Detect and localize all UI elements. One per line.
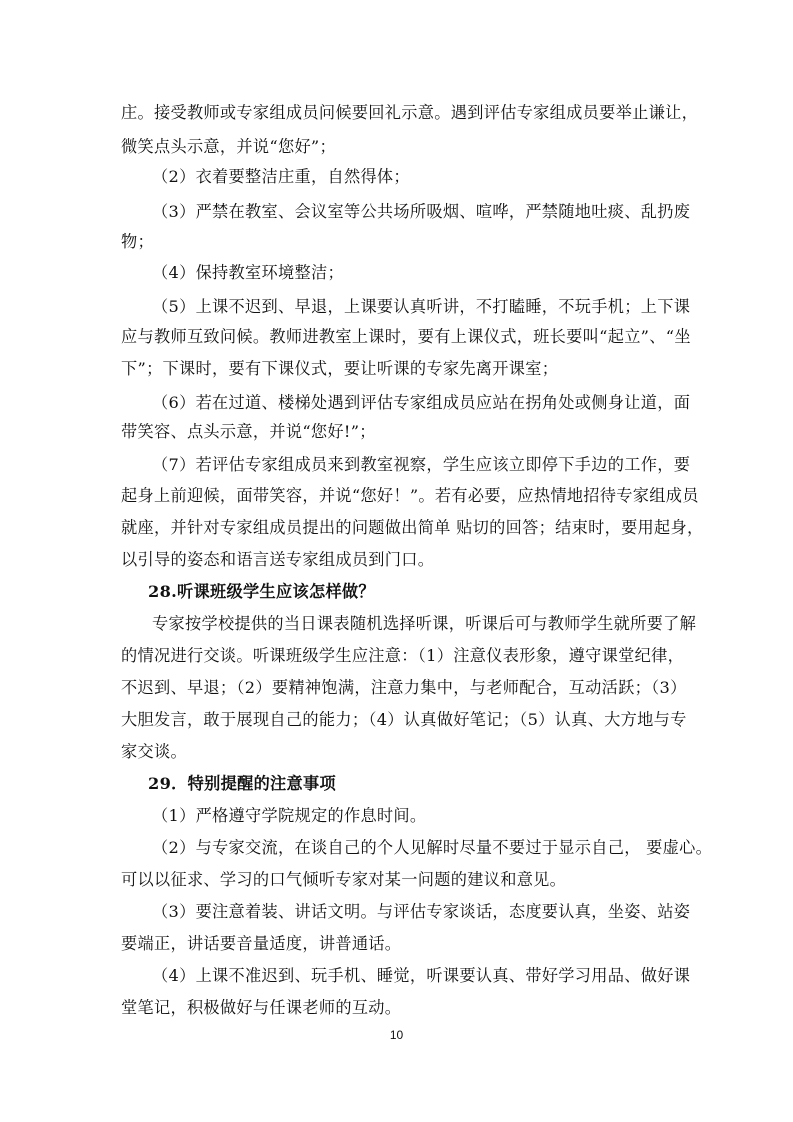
list-item: （6）若在过道、楼梯处遇到评估专家组成员应站在拐角处或侧身让道，面 xyxy=(152,393,691,412)
text-line: 物； xyxy=(121,232,154,251)
text-line: 庄。接受教师或专家组成员问候要回礼示意。遇到评估专家组成员要举止谦让， xyxy=(121,103,699,122)
list-item: （2）与专家交流，在谈自己的个人见解时尽量不要过于显示自己， 要虚心。 xyxy=(152,838,713,857)
text-line: 要端正，讲话要音量适度，讲普通话。 xyxy=(121,934,402,953)
text-line: 专家按学校提供的当日课表随机选择听课，听课后可与教师学生就所要了解 xyxy=(152,614,697,633)
list-item: （4）保持教室环境整洁； xyxy=(152,263,344,282)
list-item: （1）严格遵守学院规定的作息时间。 xyxy=(152,806,427,825)
section-heading-28: 28.听课班级学生应该怎样做？ xyxy=(148,582,375,601)
text-line: 以引导的姿态和语言送专家组成员到门口。 xyxy=(121,550,435,569)
list-item: （3）要注意着装、讲话文明。与评估专家谈话，态度要认真，坐姿、站姿 xyxy=(152,902,691,921)
text-line: 应与教师互致问候。教师进教室上课时，要有上课仪式，班长要叫“起立”、“坐 xyxy=(121,327,691,346)
text-line: 可以以征求、学习的口气倾听专家对某一问题的建议和意见。 xyxy=(121,870,567,889)
list-item: （2）衣着要整洁庄重，自然得体； xyxy=(152,167,410,186)
text-line: 微笑点头示意，并说“您好”； xyxy=(121,137,336,156)
list-item: （5）上课不迟到、早退，上课要认真听讲，不打瞌睡，不玩手机；上下课 xyxy=(152,297,691,316)
text-line: 家交谈。 xyxy=(121,742,187,761)
section-heading-29: 29．特别提醒的注意事项 xyxy=(148,774,337,793)
page-number: 10 xyxy=(389,1028,404,1042)
list-item: （7）若评估专家组成员来到教室视察，学生应该立即停下手边的工作，要 xyxy=(152,455,691,474)
text-line: 下”；下课时，要有下课仪式，要让听课的专家先离开课室； xyxy=(121,359,559,378)
list-item: （4）上课不准迟到、玩手机、睡觉，听课要认真、带好学习用品、做好课 xyxy=(152,966,691,985)
text-line: 堂笔记，积极做好与任课老师的互动。 xyxy=(121,998,402,1017)
list-item: （3）严禁在教室、会议室等公共场所吸烟、喧哗，严禁随地吐痰、乱扔废 xyxy=(152,202,691,221)
text-line: 的情况进行交谈。听课班级学生应注意：（1）注意仪表形象，遵守课堂纪律， xyxy=(121,646,685,665)
text-line: 起身上前迎候，面带笑容，并说“您好！”。若有必要，应热情地招待专家组成员 xyxy=(121,486,699,505)
text-line: 就座，并针对专家组成员提出的问题做出简单 贴切的回答；结束时，要用起身， xyxy=(121,518,704,537)
text-line: 带笑容、点头示意，并说“您好!”； xyxy=(121,422,376,441)
text-line: 大胆发言，敢于展现自己的能力；（4）认真做好笔记；（5）认真、大方地与专 xyxy=(121,710,687,729)
text-line: 不迟到、早退；（2）要精神饱满，注意力集中，与老师配合，互动活跃；（3） xyxy=(121,678,687,697)
